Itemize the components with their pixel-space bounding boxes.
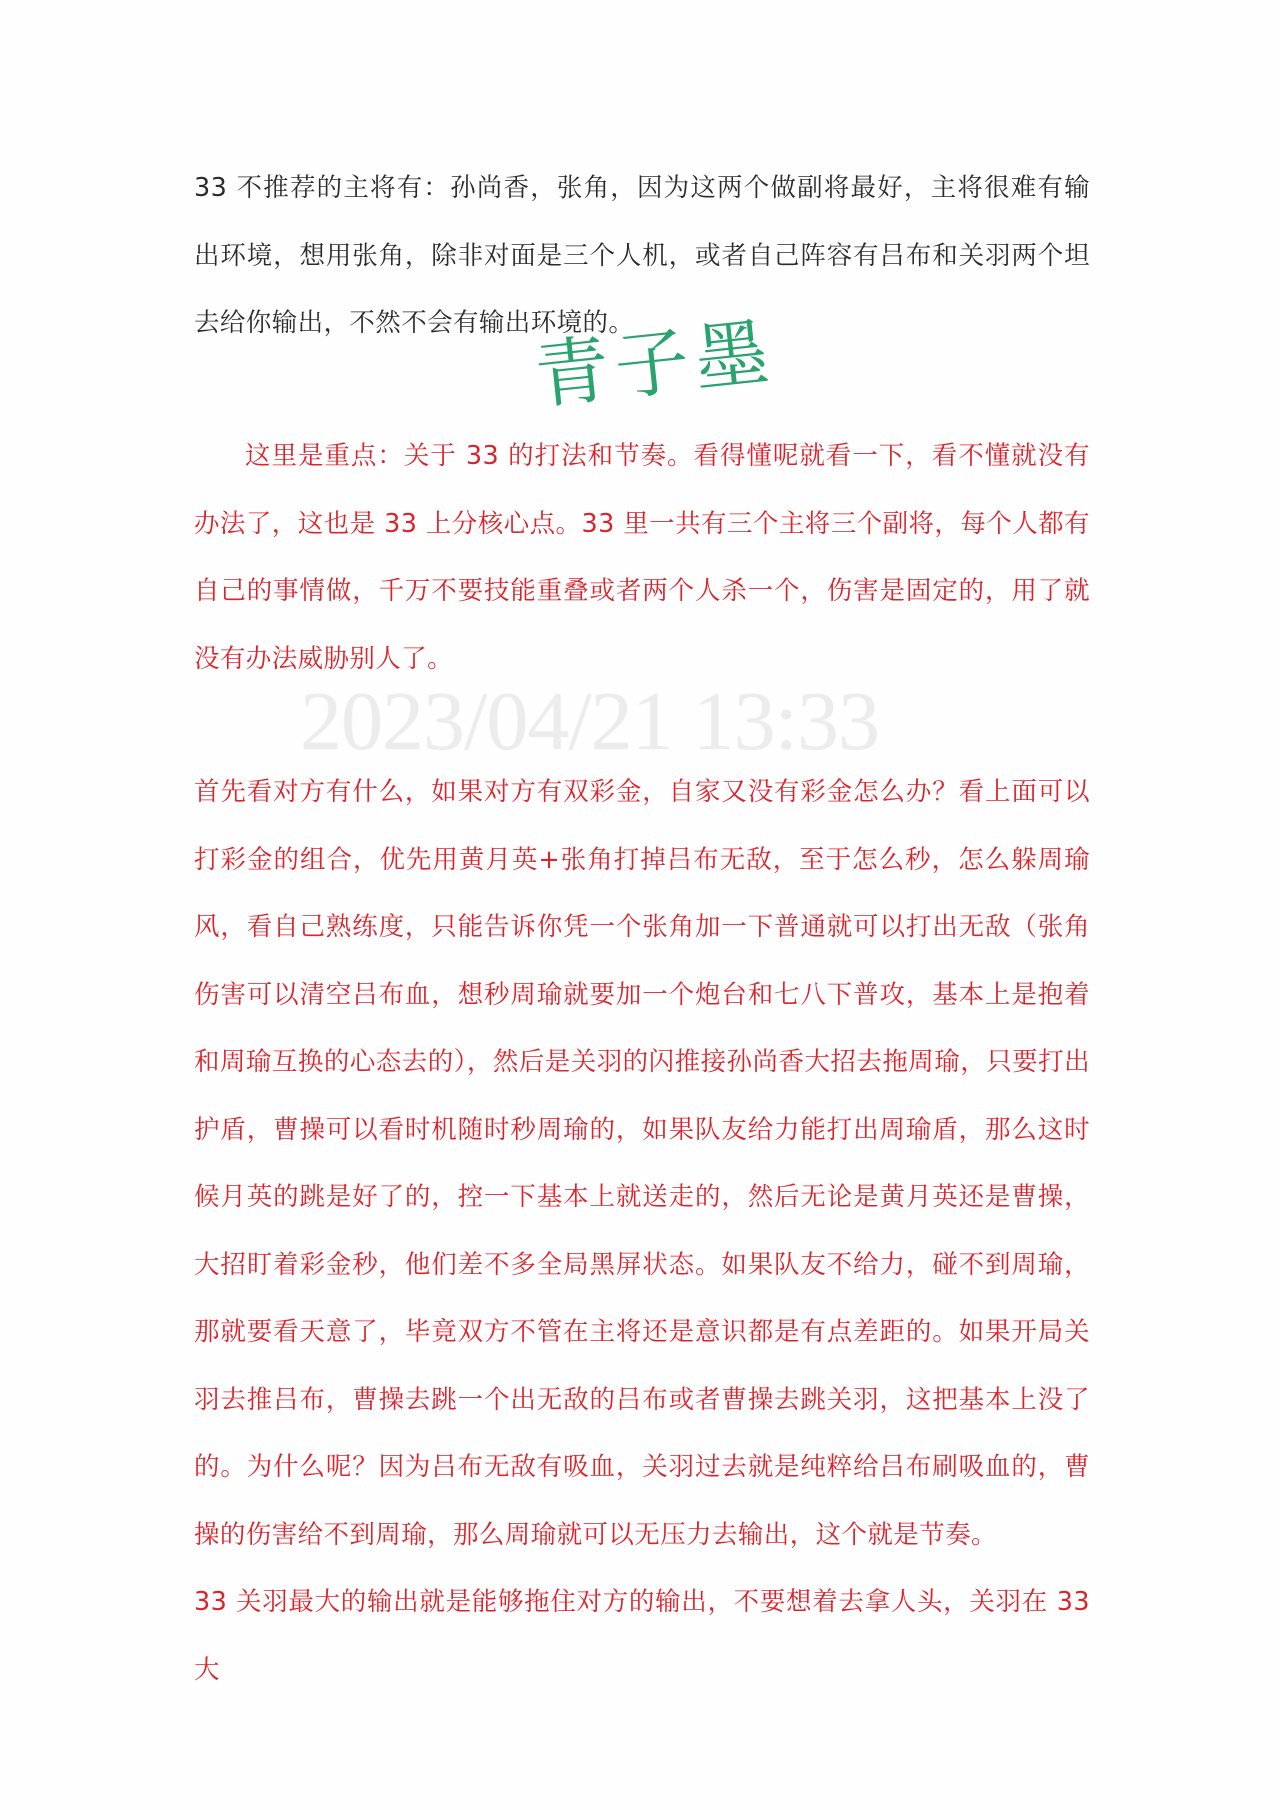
paragraph-not-recommended-main-generals: 33 不推荐的主将有：孙尚香，张角，因为这两个做副将最好，主将很难有输出环境，想用张角，除非对面是三个人机，或者自己阵容有吕布和关羽两个坦去给你输出，不然不会有输出环境的。 <box>194 173 1090 338</box>
qingzimo-logo-watermark: 青子墨 <box>531 309 779 420</box>
paragraph-key-points: 这里是重点：关于 33 的打法和节奏。看得懂呢就看一下，看不懂就没有办法了，这也是 33 上分核心点。33 里一共有三个主将三个副将，每个人都有自己的事情做，千万不要技能重叠或者两个人杀一个，伤害是固定的，用了就没有办法威胁别人了。 <box>194 441 1090 674</box>
timestamp-watermark: 2023/04/21 13:33 <box>300 675 880 768</box>
paragraph-guanyu-output: 33 关羽最大的输出就是能够拖住对方的输出，不要想着去拿人头，关羽在 33 大 <box>194 1587 1090 1685</box>
paragraph-strategy: 首先看对方有什么，如果对方有双彩金，自家又没有彩金怎么办？看上面可以打彩金的组合，优先用黄月英+张角打掉吕布无敌，至于怎么秒，怎么躲周瑜风，看自己熟练度，只能告诉你凭一个张角加一下普通就可以打出无敌（张角伤害可以清空吕布血，想秒周瑜就要加一个炮台和七八下普攻，基本上是抱着和周瑜互换的心态去的），然后是关羽的闪推接孙尚香大招去拖周瑜，只要打出护盾，曹操可以看时机随时秒周瑜的，如果队友给力能打出周瑜盾，那么这时候月英的跳是好了的，控一下基本上就送走的，然后无论是黄月英还是曹操，大招盯着彩金秒，他们差不多全局黑屏状态。如果队友不给力，碰不到周瑜，那就要看天意了，毕竟双方不管在主将还是意识都是有点差距的。如果开局关羽去推吕布，曹操去跳一个出无敌的吕布或者曹操去跳关羽，这把基本上没了的。为什么呢？因为吕布无敌有吸血，关羽过去就是纯粹给吕布刷吸血的，曹操的伤害给不到周瑜，那么周瑜就可以无压力去输出，这个就是节奏。 <box>194 777 1090 1550</box>
